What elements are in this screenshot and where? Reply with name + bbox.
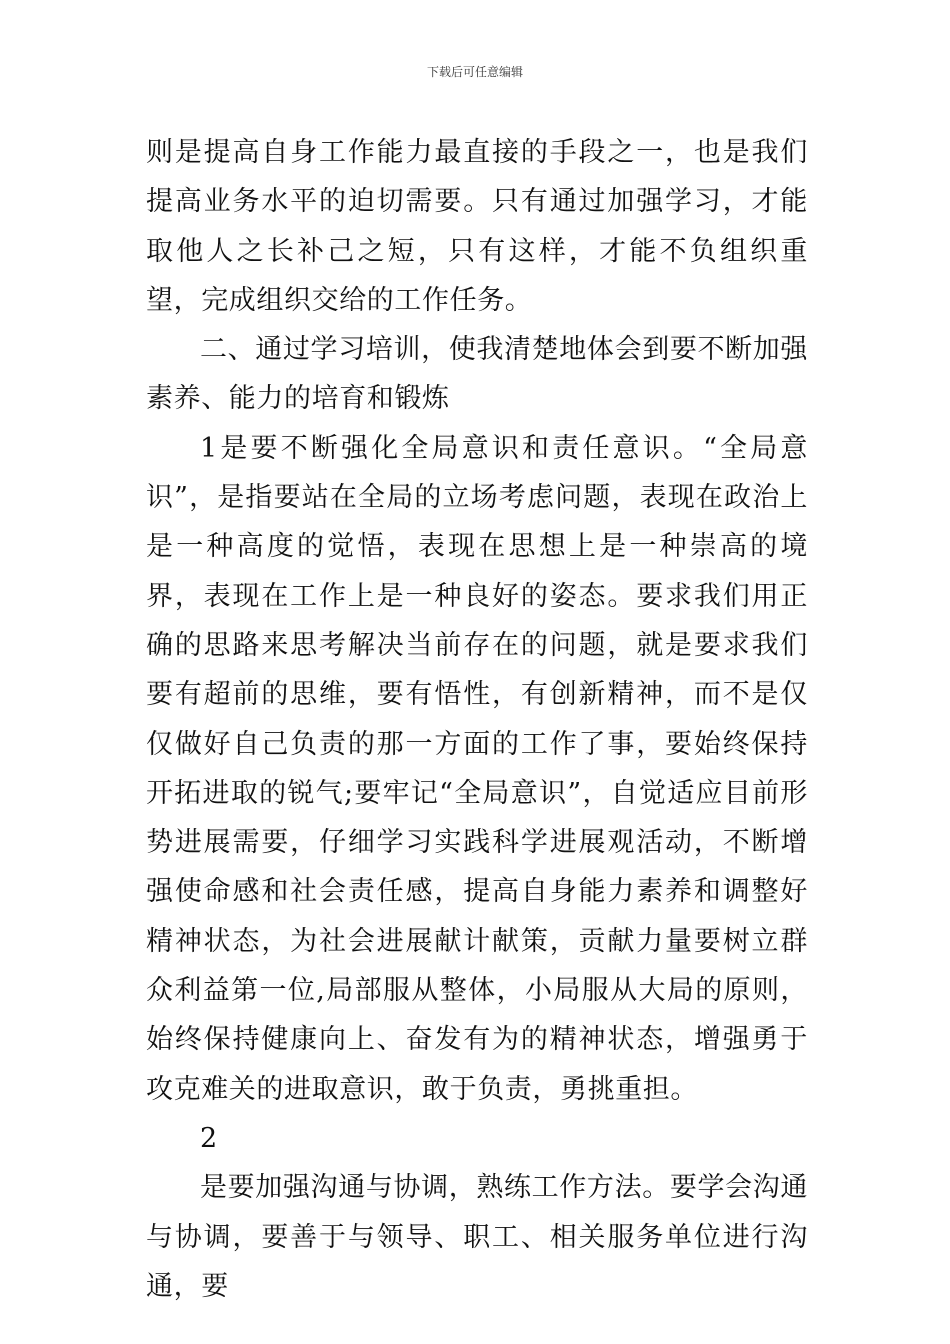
page-header: 下载后可任意编辑: [426, 65, 523, 79]
paragraph-item-2: 是要加强沟通与协调，熟练工作方法。要学会沟通与协调，要善于与领导、职工、相关服务单位进行沟通，要: [146, 1172, 808, 1302]
paragraph-1: 则是提高自身工作能力最直接的手段之一，也是我们提高业务水平的迫切需要。只有通过加强学习，才能取他人之长补己之短，只有这样，才能不负组织重望，完成组织交给的工作任务。: [146, 137, 808, 316]
section-heading-2: 二、通过学习培训，使我清楚地体会到要不断加强素养、能力的培育和锻炼: [146, 334, 808, 415]
paragraph-item-1: 1是要不断强化全局意识和责任意识。“全局意识”，是指要站在全局的立场考虑问题，表现在政治上是一种高度的觉悟，表现在思想上是一种崇高的境界，表现在工作上是一种良好的姿态。要求我们用正确的思路来思考解决当前存在的问题，就是要求我们要有超前的思维，要有悟性，有创新精神，而不是仅仅做好自己负责的那一方面的工作了事，要始终保持开拓进取的锐气;要牢记“全局意识”，自觉适应目前形势进展需要，仔细学习实践科学进展观活动，不断增强使命感和社会责任感，提高自身能力素养和调整好精神状态，为社会进展献计献策，贡献力量要树立群众利益第一位,局部服从整体，小局服从大局的原则，始终保持健康向上、奋发有为的精神状态，增强勇于攻克难关的进取意识，敢于负责，勇挑重担。: [146, 432, 808, 1105]
document-body: [146, 128, 808, 1311]
item-number-2: 2: [200, 1122, 218, 1154]
